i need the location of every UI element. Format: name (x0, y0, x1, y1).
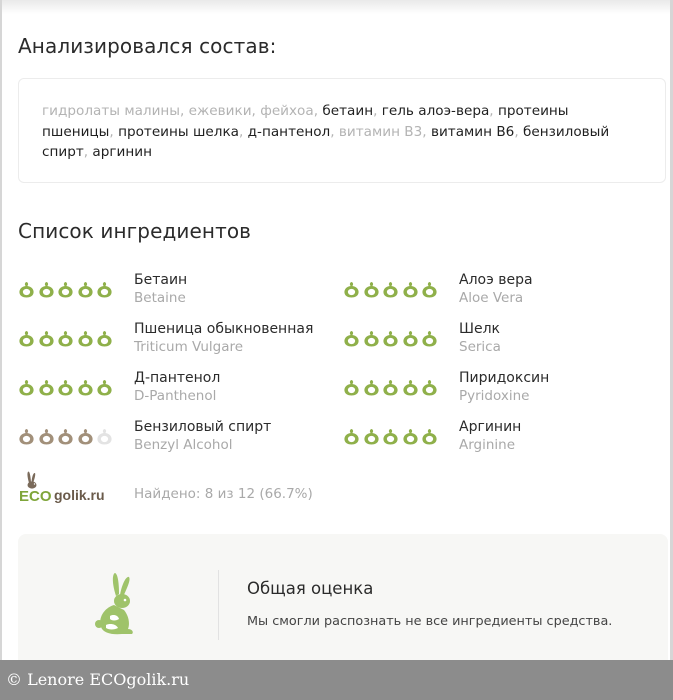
ecogolik-logo[interactable] (18, 470, 118, 506)
rating-dot-filled-icon (96, 379, 113, 396)
ingredient-name[interactable]: Д-пантенол (134, 370, 221, 386)
summary-divider (218, 570, 219, 640)
rating-dot-filled-icon (343, 330, 360, 347)
rating-dot-filled-icon (57, 428, 74, 445)
composition-separator: , (109, 123, 119, 140)
ingredient-latin-name: Serica (459, 339, 501, 355)
composition-item-known[interactable]: д-пантенол (247, 123, 331, 140)
footer-text: © Lenore ECOgolik.ru (6, 670, 190, 689)
rating-dots (18, 379, 116, 396)
ingredient-latin-name: Betaine (134, 290, 186, 306)
rating-dots (343, 330, 441, 347)
rating-dot-filled-icon (402, 281, 419, 298)
top-shadow (0, 0, 673, 14)
ingredient-item[interactable] (18, 370, 221, 404)
rating-dot-filled-icon (421, 281, 438, 298)
rating-dot-empty-icon (96, 428, 113, 445)
rating-dot-filled-icon (363, 428, 380, 445)
rating-dot-filled-icon (343, 281, 360, 298)
composition-separator: , (514, 123, 523, 140)
rating-dot-filled-icon (77, 281, 94, 298)
composition-separator: , (373, 103, 382, 119)
composition-item-known[interactable]: бетаин (322, 103, 374, 119)
ingredient-latin-name: D-Panthenol (134, 388, 217, 404)
composition-separator: , (330, 123, 339, 140)
rating-dot-filled-icon (96, 330, 113, 347)
analyzed-title: Анализировался состав: (18, 34, 277, 58)
rating-dot-filled-icon (382, 428, 399, 445)
summary-card (18, 534, 668, 674)
ecogolik-logo-icon (18, 470, 118, 506)
ingredient-name[interactable]: Бетаин (134, 272, 188, 288)
rating-dot-filled-icon (18, 379, 35, 396)
rating-dots (343, 379, 441, 396)
composition-item-known[interactable]: аргинин (92, 144, 152, 160)
rating-dot-filled-icon (77, 428, 94, 445)
ingredient-item[interactable] (343, 272, 533, 306)
rating-dots (343, 281, 441, 298)
rating-dot-filled-icon (38, 379, 55, 396)
rating-dot-filled-icon (343, 428, 360, 445)
summary-title: Общая оценка (247, 579, 374, 598)
ingredient-item[interactable] (18, 321, 314, 355)
rating-dot-filled-icon (382, 330, 399, 347)
ingredient-name[interactable]: Пиридоксин (459, 370, 550, 386)
rating-dot-filled-icon (402, 379, 419, 396)
logo-eco-text: ECO (19, 488, 52, 505)
rating-dot-filled-icon (38, 428, 55, 445)
ingredient-item[interactable] (18, 272, 188, 306)
rating-dots (18, 428, 116, 445)
rating-dot-filled-icon (421, 379, 438, 396)
ingredient-item[interactable] (343, 321, 501, 355)
ingredient-name[interactable]: Аргинин (459, 419, 522, 435)
composition-item-known[interactable]: протеины пшеницы (42, 103, 569, 140)
composition-item-unknown: витамин B3 (338, 123, 423, 140)
rating-dots (343, 428, 441, 445)
composition-box (18, 78, 666, 183)
composition-item-known[interactable]: гель алоэ-вера (381, 103, 490, 119)
rating-dot-filled-icon (18, 281, 35, 298)
left-border (0, 0, 2, 660)
composition-separator: , (239, 123, 248, 140)
composition-item-unknown: гидролаты малины, ежевики, фейхоа (42, 103, 314, 119)
found-count: Найдено: 8 из 12 (66.7%) (134, 486, 313, 502)
rating-dot-filled-icon (363, 379, 380, 396)
rating-dot-filled-icon (57, 379, 74, 396)
ingredient-item[interactable] (343, 370, 550, 404)
ingredient-name[interactable]: Шелк (459, 321, 500, 337)
rating-dot-filled-icon (38, 281, 55, 298)
summary-text: Мы смогли распознать не все ингредиенты средства. (247, 614, 613, 629)
rating-dot-filled-icon (402, 330, 419, 347)
rating-dot-filled-icon (77, 379, 94, 396)
rating-dot-filled-icon (382, 379, 399, 396)
rating-dot-filled-icon (38, 330, 55, 347)
rating-dot-filled-icon (402, 428, 419, 445)
rating-dot-filled-icon (363, 281, 380, 298)
composition-separator: , (313, 103, 323, 119)
composition-item-known[interactable]: бензиловый спирт (42, 123, 610, 160)
rabbit-icon (92, 572, 142, 640)
composition-separator: , (489, 103, 498, 119)
ingredient-latin-name: Benzyl Alcohol (134, 437, 233, 453)
ingredient-item[interactable] (18, 419, 272, 453)
composition-separator: , (83, 144, 93, 160)
rating-dot-filled-icon (343, 379, 360, 396)
rating-dot-filled-icon (18, 428, 35, 445)
ingredients-list-title: Список ингредиентов (18, 219, 252, 243)
ingredient-name[interactable]: Алоэ вера (459, 272, 533, 288)
ingredient-latin-name: Triticum Vulgare (134, 339, 244, 355)
rating-dot-filled-icon (382, 281, 399, 298)
composition-separator: , (422, 123, 431, 140)
rating-dot-filled-icon (421, 330, 438, 347)
ingredient-latin-name: Pyridoxine (459, 388, 530, 404)
rating-dots (18, 330, 116, 347)
ingredient-item[interactable] (343, 419, 522, 453)
composition-item-known[interactable]: протеины шелка (118, 123, 239, 140)
rating-dot-filled-icon (57, 281, 74, 298)
rating-dot-filled-icon (57, 330, 74, 347)
rating-dot-filled-icon (421, 428, 438, 445)
ingredient-name[interactable]: Пшеница обыкновенная (134, 321, 314, 337)
rating-dot-filled-icon (96, 281, 113, 298)
ingredient-latin-name: Aloe Vera (459, 290, 524, 306)
rating-dot-filled-icon (77, 330, 94, 347)
rating-dots (18, 281, 116, 298)
ingredient-latin-name: Arginine (459, 437, 516, 453)
ingredient-name[interactable]: Бензиловый спирт (134, 419, 272, 435)
rating-dot-filled-icon (363, 330, 380, 347)
logo-golik-text: golik.ru (54, 487, 105, 503)
rating-dot-filled-icon (18, 330, 35, 347)
watermark-footer (0, 660, 673, 700)
composition-item-known[interactable]: витамин B6 (430, 123, 515, 140)
